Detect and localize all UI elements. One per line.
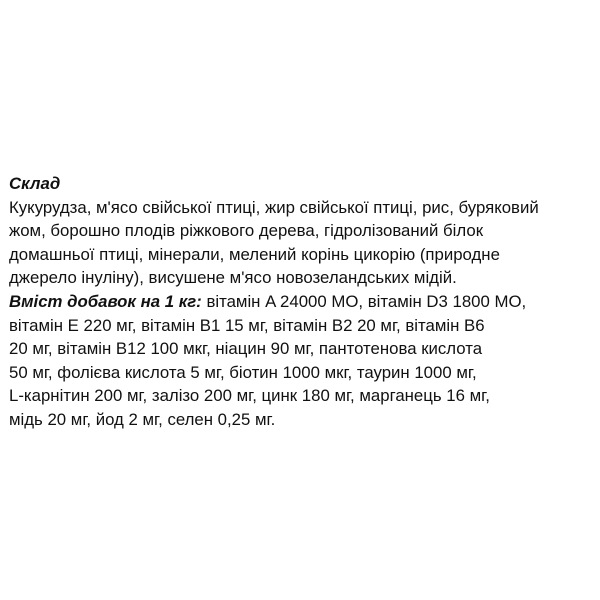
composition-heading: Склад <box>9 174 61 193</box>
composition-line: джерело інуліну), висушене м'ясо новозеландських мідій. <box>9 268 457 288</box>
additives-line: 20 мг, вітамін B12 100 мкг, ніацин 90 мг, пантотенова кислота <box>9 339 483 359</box>
additives-line: вітамін E 220 мг, вітамін B1 15 мг, вітамін B2 20 мг, вітамін B6 <box>9 315 485 335</box>
additives-heading: Вміст добавок на 1 кг: <box>9 291 202 311</box>
additives-line: 50 мг, фолієва кислота 5 мг, біотин 1000 мкг, таурин 1000 мг, <box>9 362 477 382</box>
additives-line: мідь 20 мг, йод 2 мг, селен 0,25 мг. <box>9 409 276 429</box>
composition-line: жом, борошно плодів ріжкового дерева, гідролізований білок <box>9 221 484 241</box>
composition-line: Кукурудза, м'ясо свійської птиці, жир свійської птиці, рис, буряковий <box>9 197 539 217</box>
composition-line: домашньої птиці, мінерали, мелений корінь цикорію (природне <box>9 244 500 264</box>
additives-line: вітамін A 24000 МО, вітамін D3 1800 МО, <box>201 291 527 311</box>
additives-line: L-карнітин 200 мг, залізо 200 мг, цинк 180 мг, марганець 16 мг, <box>9 386 490 406</box>
ingredients-text <box>9 172 593 432</box>
additives-first-line <box>9 290 593 314</box>
